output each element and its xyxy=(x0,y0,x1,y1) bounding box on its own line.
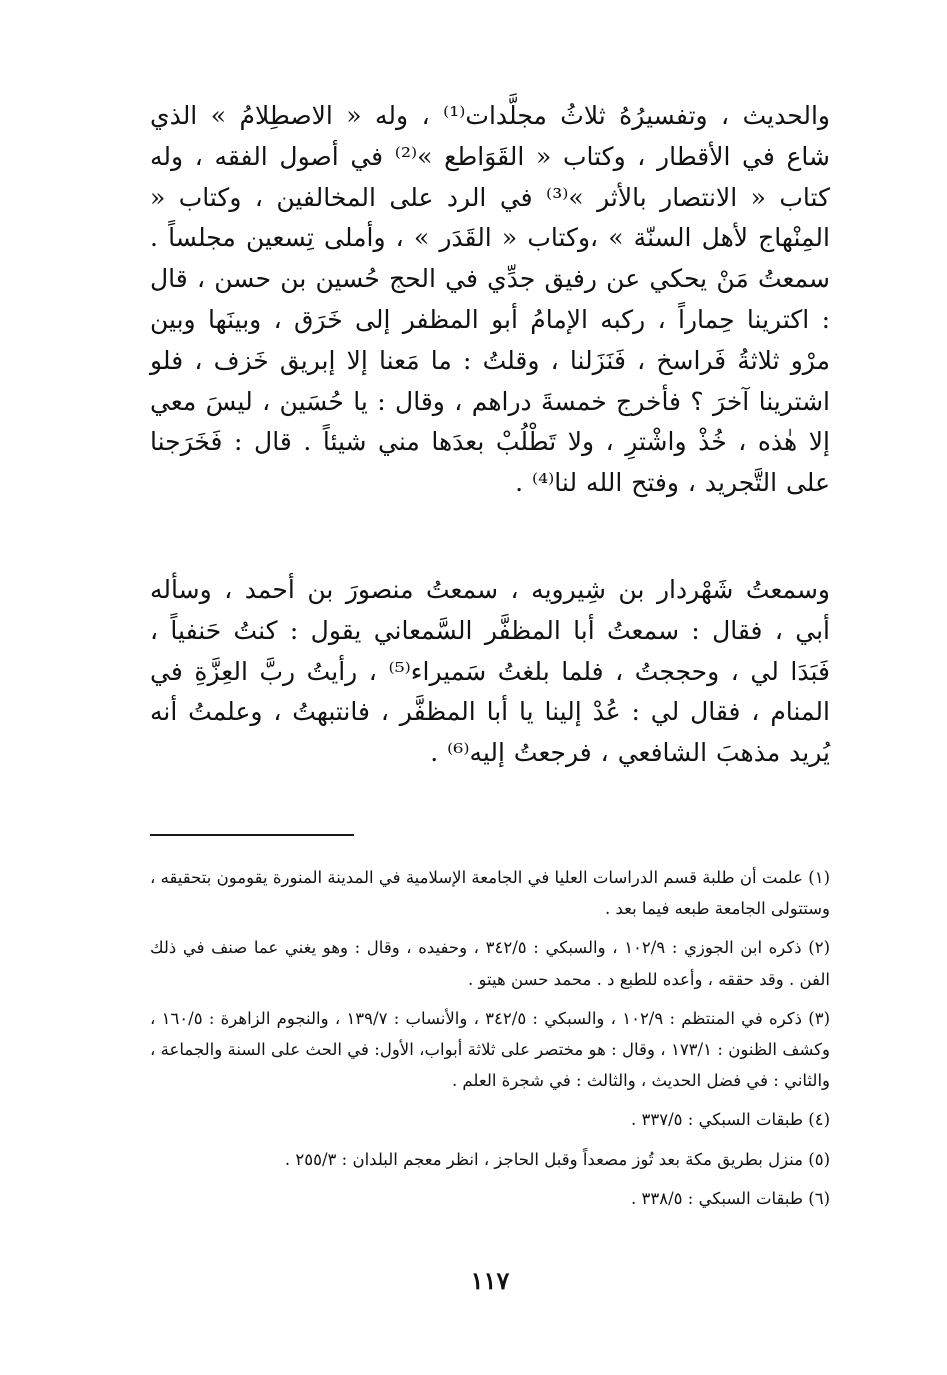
footnote-3: (٣) ذكره في المنتظم : ١٠٢/٩ ، والسبكي : ٣٤٢/٥ ، والأنساب : ١٣٩/٧ ، والنجوم الزاهرة : ١٦٠/٥ ، وكشف الظنون : ١٧٣/١ ، وقال : هو مختصر على ثلاثة أبواب، الأول: في الحث على السنة والجماعة ، والثاني : في فضل الحديث ، والثالث : في شجرة العلم . xyxy=(150,1008,831,1091)
footnotes-section xyxy=(150,862,830,1222)
footnote-5: (٥) منزل بطريق مكة بعد تُوز مصعداً وقبل الحاجز ، انظر معجم البلدان : ٢٥٥/٣ . xyxy=(284,1149,830,1169)
footnote-divider xyxy=(150,834,354,836)
main-paragraph-2: وسمعتُ شَهْردار بن شِيرويه ، سمعتُ منصورَ بن أحمد ، وسأله أبي ، فقال : سمعتُ أبا المظفَّر السَّمعاني يقول : كنتُ حَنفياً ، فَبَدَا لي ، وحججتُ ، فلما بلغتُ سَميراء⁽⁵⁾ ، رأيتُ ربَّ العِزَّةِ في المنام ، فقال لي : عُدْ إلينا يا أبا المظفَّر ، فانتبهتُ ، وعلمتُ أنه يُريد مذهبَ الشافعي ، فرجعتُ إليه⁽⁶⁾ . xyxy=(150,575,830,768)
footnote-6: (٦) طبقات السبكي : ٣٣٨/٥ . xyxy=(631,1188,830,1208)
page-number: ١١٧ xyxy=(470,1266,510,1295)
footnote-4: (٤) طبقات السبكي : ٣٣٧/٥ . xyxy=(631,1110,830,1130)
footnote-1: (١) علمت أن طلبة قسم الدراسات العليا في الجامعة الإسلامية في المدينة المنورة يقومون بتحقيقه ، وستتولى الجامعة طبعه فيما بعد . xyxy=(150,868,830,919)
main-paragraph-1: والحديث ، وتفسيرُهُ ثلاثُ مجلَّدات⁽¹⁾ ، وله « الاصطِلامُ » الذي شاع في الأقطار ، وكتاب « القَوَاطع »⁽²⁾ في أصول الفقه ، وله كتاب « الانتصار بالأثر »⁽³⁾ في الرد على المخالفين ، وكتاب « المِنْهاج لأهل السنّة » ،وكتاب « القَدَر » ، وأملى تِسعين مجلساً . سمعتُ مَنْ يحكي عن رفيق جدِّي في الحج حُسين بن حسن ، قال : اكترينا حِماراً ، ركبه الإمامُ أبو المظفر إلى خَرَق ، وبينَها وبين مرْو ثلاثةُ فَراسخ ، فَنَزَلنا ، وقلتُ : ما مَعنا إلا إبريق خَزف ، فلو اشترينا آخرَ ؟ فأخرج خمسةَ دراهم ، وقال : يا حُسَين ، ليسَ معي إلا هٰذه ، خُذْ واشْترِ ، ولا تَطْلُبْ بعدَها مني شيئاً . قال : فَخَرَجنا على التَّجريد ، وفتح الله لنا⁽⁴⁾ . xyxy=(150,101,830,498)
footnote-2: (٢) ذكره ابن الجوزي : ١٠٢/٩ ، والسبكي : ٣٤٢/٥ ، وحفيده ، وقال : وهو يغني عما صنف في ذلك الفن . وقد حققه ، وأعده للطبع د . محمد حسن هيتو . xyxy=(150,938,830,989)
